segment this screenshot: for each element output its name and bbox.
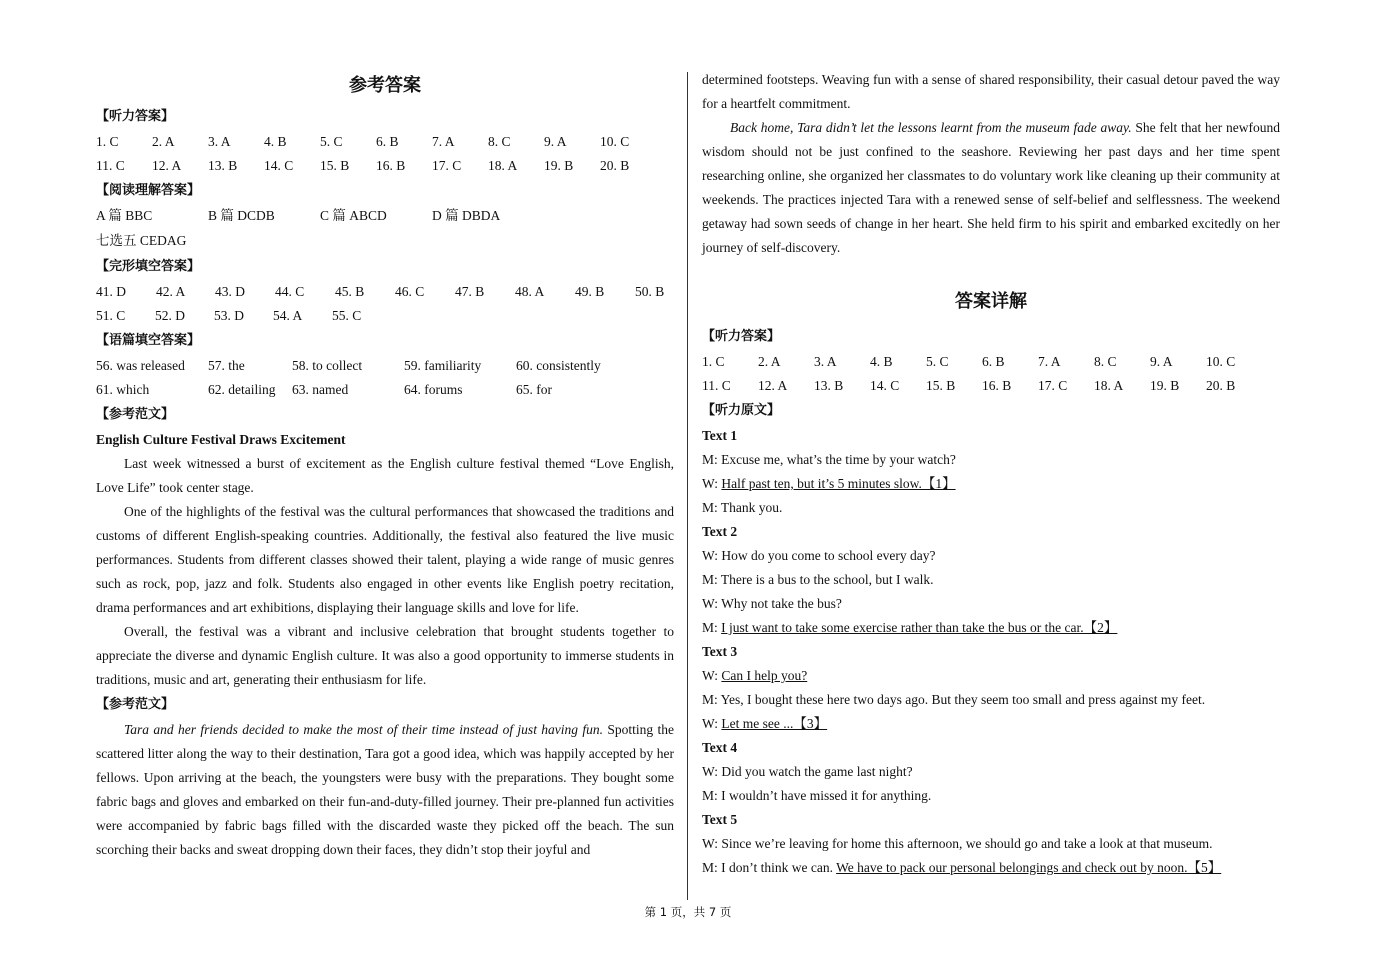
answer-item: 65. for [516,382,552,397]
listening-answers-heading: 【听力答案】 [96,109,175,124]
answer-item: 17. C [432,158,462,173]
speaker-prefix: W: [702,716,722,731]
answer-item: 3. A [814,354,837,369]
answer-item: 15. B [926,378,956,393]
page-number-footer: 第 1 页，共 7 页 [644,905,732,919]
answer-item: 52. D [155,308,185,323]
text-2-label: Text 2 [702,524,738,539]
answer-item: 50. B [635,284,665,299]
transcript-line [702,856,1280,880]
answer-item: 1. C [702,354,725,369]
left-column [96,68,674,862]
right-column [702,68,1280,880]
model-essay-2-paragraph [96,718,674,862]
model-essay-2-continuation: determined footsteps. Weaving fun with a sense of shared responsibility, their casual detour paved the way for a heartfelt commitment. [702,72,1280,111]
answer-item: 8. C [488,134,511,149]
answer-item: 12. A [758,378,788,393]
text-5-label: Text 5 [702,812,738,827]
answer-item: 56. was released [96,358,185,373]
answer-item: 41. D [96,284,126,299]
answer-item: 42. A [156,284,186,299]
answer-item: 9. A [1150,354,1173,369]
answer-item: 7. A [432,134,455,149]
answer-item: 2. A [758,354,781,369]
answer-item: 16. B [982,378,1012,393]
answer-item: 51. C [96,308,126,323]
answer-evidence: Half past ten, but it’s 5 minutes slow.【1】 [721,476,956,491]
answer-item: 4. B [264,134,287,149]
answer-item: 60. consistently [516,358,601,373]
answer-item: 5. C [320,134,343,149]
answer-item: 2. A [152,134,175,149]
speaker-prefix: W: [702,476,722,491]
transcript-line: W: Since we’re leaving for home this afternoon, we should go and take a look at that museum. [702,836,1213,851]
answer-item: 62. detailing [208,382,276,397]
grammar-fill-answers-heading: 【语篇填空答案】 [96,333,201,348]
answer-item: 46. C [395,284,425,299]
listening-answers-row-2-detail [702,374,1280,398]
answer-item: 54. A [273,308,303,323]
answer-item: 44. C [275,284,305,299]
answer-item: 18. A [488,158,518,173]
page-title: 参考答案 [349,75,421,96]
answer-item: B 篇 DCDB [208,208,275,223]
cloze-answers-heading: 【完形填空答案】 [96,259,201,274]
model-essay-2-paragraph-2-opening: Back home, Tara didn’t let the lessons learnt from the museum fade away. [730,120,1132,135]
answer-item: 45. B [335,284,365,299]
answer-item: D 篇 DBDA [432,208,501,223]
answer-item: 19. B [544,158,574,173]
model-essay-2-heading: 【参考范文】 [96,697,175,712]
answer-item: 58. to collect [292,358,363,373]
answer-item: 20. B [1206,378,1236,393]
answer-item: 47. B [455,284,485,299]
transcript-line [702,472,1280,496]
model-essay-2-paragraph-2 [702,116,1280,260]
answer-item: 4. B [870,354,893,369]
answer-item: 1. C [96,134,119,149]
answer-item: 18. A [1094,378,1124,393]
answer-evidence: Let me see ...【3】 [721,716,828,731]
transcript-line [702,712,1280,736]
listening-transcript-heading: 【听力原文】 [702,403,781,418]
answer-item: 10. C [600,134,630,149]
model-essay-1-heading: 【参考范文】 [96,407,175,422]
column-divider [687,72,688,900]
answer-item: 13. B [814,378,844,393]
answer-details-title: 答案详解 [955,291,1027,312]
answer-item: 11. C [702,378,731,393]
answer-item: 43. D [215,284,245,299]
answer-item: 19. B [1150,378,1180,393]
transcript-line: M: There is a bus to the school, but I walk. [702,572,934,587]
answer-evidence: Can I help you? [721,668,808,683]
answer-item: 64. forums [404,382,463,397]
transcript-line: M: Yes, I bought these here two days ago. But they seem too small and press against my feet. [702,692,1206,707]
text-4-label: Text 4 [702,740,738,755]
model-essay-1-paragraph: One of the highlights of the festival was the cultural performances that showcased the traditions and customs of different English-speaking countries. Additionally, the festival also featured the live music performances. Students from different classes showed their talent, playing a wide range of music genres such as rock, pop, jazz and folk. Students also engaged in other events like English poetry recitation, drama performances and art exhibitions, displaying their language skills and love for life. [96,504,674,615]
answer-item: 9. A [544,134,567,149]
grammar-fill-answers-row-2 [96,378,674,402]
answer-item: 55. C [332,308,362,323]
answer-item: 57. the [208,358,245,373]
answer-item: 6. B [376,134,399,149]
answer-item: 5. C [926,354,949,369]
transcript-line [702,616,1280,640]
answer-item: 63. named [292,382,349,397]
answer-item: 20. B [600,158,630,173]
transcript-line: W: Did you watch the game last night? [702,764,913,779]
transcript-line: M: I wouldn’t have missed it for anything. [702,788,932,803]
answer-item: 59. familiarity [404,358,482,373]
listening-answers-row-1-detail [702,350,1280,374]
transcript-line [702,664,1280,688]
answer-item: 49. B [575,284,605,299]
transcript-line: W: Why not take the bus? [702,596,842,611]
answer-item: 6. B [982,354,1005,369]
answer-item: 7. A [1038,354,1061,369]
model-essay-2-opening-sentence: Tara and her friends decided to make the most of their time instead of just having fun. [124,722,604,737]
answer-item: 3. A [208,134,231,149]
speaker-prefix: M: I don’t think we can. [702,860,837,875]
reading-answers-row [96,204,674,228]
answer-item: 8. C [1094,354,1117,369]
answer-item: 10. C [1206,354,1236,369]
answer-item: C 篇 ABCD [320,208,387,223]
reading-answers-heading: 【阅读理解答案】 [96,183,201,198]
model-essay-1-paragraph: Last week witnessed a burst of excitement as the English culture festival themed “Love English, Love Life” took center stage. [96,456,674,495]
model-essay-1-title: English Culture Festival Draws Excitement [96,432,346,447]
seven-choose-five-answer: 七选五 CEDAG [96,233,187,248]
speaker-prefix: M: [702,620,722,635]
listening-answers-row-1 [96,130,674,154]
answer-item: 17. C [1038,378,1068,393]
answer-item: 14. C [870,378,900,393]
answer-item: 15. B [320,158,350,173]
listening-answers-row-2 [96,154,674,178]
text-3-label: Text 3 [702,644,738,659]
answer-item: 11. C [96,158,125,173]
answer-evidence: We have to pack our personal belongings and check out by noon.【5】 [836,860,1222,875]
cloze-answers-row-2 [96,304,674,328]
text-1-label: Text 1 [702,428,738,443]
answer-evidence: I just want to take some exercise rather than take the bus or the car.【2】 [721,620,1118,635]
answer-item: 53. D [214,308,244,323]
cloze-answers-row-1 [96,280,674,304]
answer-item: 12. A [152,158,182,173]
model-essay-2-paragraph-2-body: She felt that her newfound wisdom should not be just confined to the seashore. Reviewing her past days and her time spent researching online, she organized her classmates to do voluntary work like cleaning up their community at weekends. The practices injected Tara with a renewed sense of self-belief and selflessness. The weekend getaway had sown seeds of change in her heart. She held firm to his spirit and embarked excitedly on her journey of self-discovery. [702,120,1280,255]
answer-item: A 篇 BBC [96,208,153,223]
answer-item: 14. C [264,158,294,173]
model-essay-2-body: Spotting the scattered litter along the way to their destination, Tara got a good idea, which was happily accepted by her fellows. Upon arriving at the beach, the youngsters were busy with the preparations. They bought some fabric bags and gloves and embarked on their fun-and-duty-filled journey. Their pre-planned fun activities were accompanied by fabric bags filled with the discarded waste they picked off the beach. The sun scorching their backs and sweat dropping down their faces, they didn’t stop their joyful and [96,722,674,857]
model-essay-1-paragraph: Overall, the festival was a vibrant and inclusive celebration that brought students together to appreciate the diverse and dynamic English culture. It was also a good opportunity to immerse students in traditions, music and art, generating their enthusiasm for life. [96,624,674,687]
answer-item: 16. B [376,158,406,173]
answer-item: 13. B [208,158,238,173]
answer-item: 61. which [96,382,150,397]
speaker-prefix: W: [702,668,722,683]
grammar-fill-answers-row-1 [96,354,674,378]
answer-item: 48. A [515,284,545,299]
transcript-line: M: Excuse me, what’s the time by your watch? [702,452,956,467]
transcript-line: W: How do you come to school every day? [702,548,936,563]
listening-answers-heading-2: 【听力答案】 [702,329,781,344]
transcript-line: M: Thank you. [702,500,783,515]
